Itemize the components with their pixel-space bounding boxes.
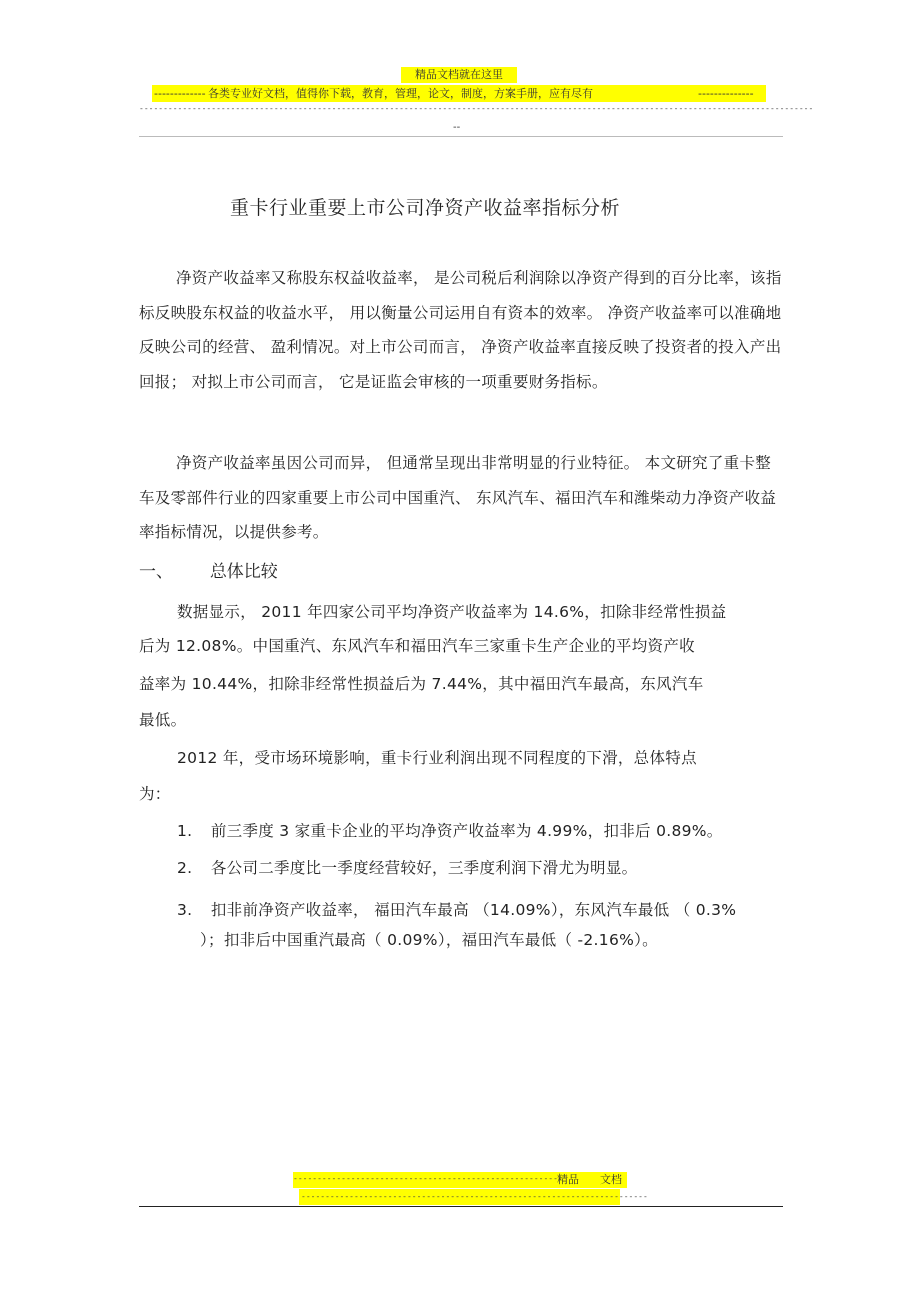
list-item-number: 2. <box>177 859 193 877</box>
list-item-number: 1. <box>177 822 193 840</box>
paragraph-2 <box>139 446 783 550</box>
header-banner <box>152 85 766 102</box>
paragraph-1 <box>139 261 783 399</box>
section-number: 一、 <box>139 562 173 582</box>
section-heading <box>139 557 278 582</box>
list-item <box>177 898 736 920</box>
list-item-text: 扣非前净资产收益率， 福田汽车最高 （14.09%），东风汽车最低 （ 0.3% <box>210 901 737 919</box>
paragraph-3-line-2: 后为 12.08%。中国重汽、东风汽车和福田汽车三家重卡生产企业的平均资产收 <box>139 637 695 655</box>
footer-label-a: 精品 <box>557 1173 579 1186</box>
list-item-continuation: ）；扣非后中国重汽最高（ 0.09%），福田汽车最低（ -2.16%）。 <box>200 931 658 949</box>
paragraph-3-line-4: 最低。 <box>139 711 187 729</box>
header-trail: -- <box>453 122 461 133</box>
header-rule <box>139 136 783 137</box>
footer-banner <box>293 1172 627 1188</box>
footer-dashes-top: -------------------------------------------------------- <box>293 1174 563 1183</box>
footer-rule <box>139 1206 783 1207</box>
footer-label-b: 文档 <box>600 1173 622 1186</box>
paragraph-1-text: 净资产收益率又称股东权益收益率， 是公司税后利润除以净资产得到的百分比率，该指标反映股东权益的收益水平， 用以衡量公司运用自有资本的效率。 净资产收益率可以准确地反映公司的经营、 盈利情况。对上市公司而言， 净资产收益率直接反映了投资者的投入产出回报； 对拟上市公司而言， 它是证监会审核的一项重要财务指标。 <box>139 269 782 391</box>
header-badge: 精品文档就在这里 <box>401 67 517 83</box>
paragraph-2-text: 净资产收益率虽因公司而异， 但通常呈现出非常明显的行业特征。 本文研究了重卡整车及零部件行业的四家重要上市公司中国重汽、 东风汽车、福田汽车和潍柴动力净资产收益率指标情况，以提供参考。 <box>139 454 777 541</box>
banner-text: 各类专业好文档，值得你下载，教育，管理，论文，制度，方案手册，应有尽有 <box>208 87 593 100</box>
list-item-number: 3. <box>177 901 193 919</box>
page-title: 重卡行业重要上市公司净资产收益率指标分析 <box>230 197 621 219</box>
paragraph-3-line-3: 益率为 10.44%，扣除非经常性损益后为 7.44%，其中福田汽车最高，东风汽车 <box>139 675 704 693</box>
paragraph-4-line-1: 2012 年，受市场环境影响，重卡行业利润出现不同程度的下滑，总体特点 <box>177 749 697 767</box>
section-title: 总体比较 <box>209 562 278 582</box>
paragraph-4-line-2: 为： <box>139 785 171 803</box>
list-item-text: 各公司二季度比一季度经营较好，三季度利润下滑尤为明显。 <box>210 859 638 877</box>
footer-dashes-bottom: ------------------------------------------------------------------------ <box>301 1192 648 1201</box>
banner-left-dashes: ------------- <box>154 87 206 100</box>
footer-banner-2 <box>299 1189 648 1205</box>
header-long-dashes: -------------------------------------------------------------------------------------------------------------------------------------------- <box>139 104 814 113</box>
banner-right-dashes: -------------- <box>698 87 754 100</box>
paragraph-3-line-1: 数据显示， 2011 年四家公司平均净资产收益率为 14.6%，扣除非经常性损益 <box>177 603 727 621</box>
list-item <box>177 856 637 878</box>
list-item-text: 前三季度 3 家重卡企业的平均净资产收益率为 4.99%，扣非后 0.89%。 <box>210 822 723 840</box>
list-item <box>177 819 723 841</box>
